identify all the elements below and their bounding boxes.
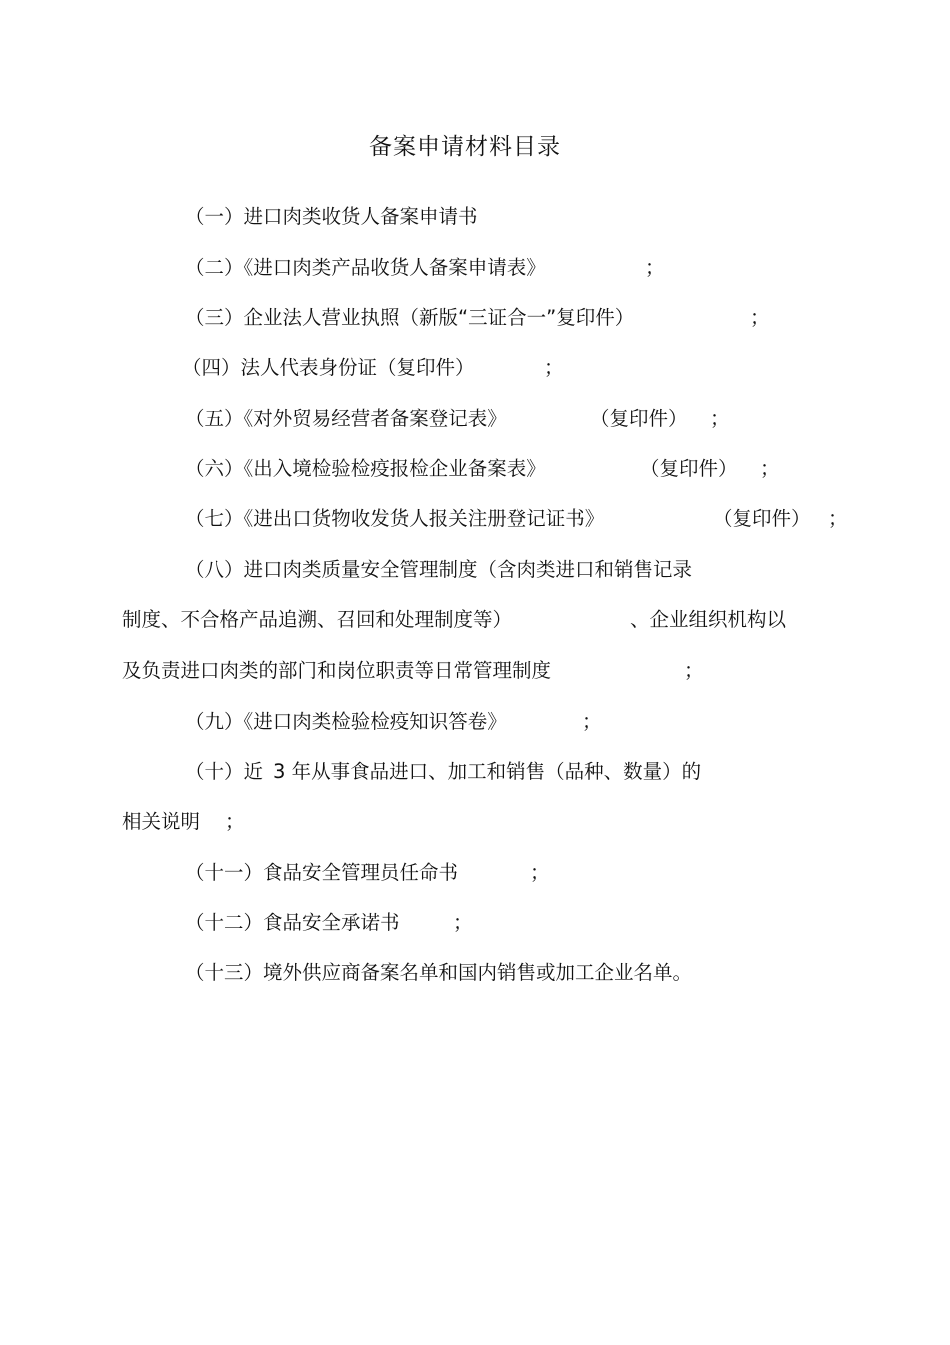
list-item (185, 708, 885, 736)
item-suffix: ； (684, 659, 704, 682)
item-text-line1a: （十）近 (185, 760, 264, 783)
item-text-line2b: 、企业组织机构以 (630, 608, 787, 631)
item-suffix: ； (710, 407, 730, 430)
item-text: （七）《进出口货物收发货人报关注册登记证书》 (185, 507, 605, 530)
item-text: （十一）食品安全管理员任命书 (185, 861, 459, 884)
item-text-line3: 及负责进口肉类的部门和岗位职责等日常管理制度 (122, 659, 552, 682)
item-text-line1b: 3 年从事食品进口、加工和销售（品种、数量）的 (273, 760, 702, 783)
item-text-line1: （八）进口肉类质量安全管理制度（含肉类进口和销售记录 (185, 558, 693, 581)
list-item-continuation (122, 606, 902, 634)
list-item (185, 254, 885, 282)
item-text-line2a: 制度、不合格产品追溯、召回和处理制度等） (122, 608, 513, 631)
list-item (185, 455, 885, 483)
item-suffix: ； (544, 356, 564, 379)
item-text: （六）《出入境检验检疫报检企业备案表》 (185, 457, 546, 480)
item-text: （五）《对外贸易经营者备案登记表》 (185, 407, 507, 430)
item-suffix: ； (225, 810, 245, 833)
item-text: （十三）境外供应商备案名单和国内销售或加工企业名单。 (185, 961, 693, 984)
list-item (185, 859, 885, 887)
item-text: （九）《进口肉类检验检疫知识答卷》 (185, 710, 507, 733)
item-suffix: ； (750, 306, 770, 329)
item-note: （复印件） (640, 457, 738, 480)
list-item (182, 354, 882, 382)
item-suffix: ； (645, 256, 665, 279)
list-item (185, 758, 885, 786)
item-suffix: ； (582, 710, 602, 733)
item-suffix: ； (828, 507, 848, 530)
item-text-line2: 相关说明 (122, 810, 201, 833)
list-item (185, 505, 885, 533)
item-note: （复印件） (590, 407, 688, 430)
item-text: （三）企业法人营业执照（新版“三证合一”复印件） (185, 306, 635, 329)
item-text: （一）进口肉类收货人备案申请书 (185, 205, 478, 228)
item-text: （四）法人代表身份证（复印件） (182, 356, 475, 379)
list-item (185, 304, 885, 332)
item-text: （十二）食品安全承诺书 (185, 911, 400, 934)
item-text: （二）《进口肉类产品收货人备案申请表》 (185, 256, 546, 279)
list-item (185, 556, 692, 584)
list-item (185, 909, 885, 937)
list-item (185, 203, 478, 231)
item-suffix: ； (453, 911, 473, 934)
item-suffix: ； (760, 457, 780, 480)
list-item-continuation (122, 657, 902, 685)
list-item (185, 405, 885, 433)
item-note: （复印件） (713, 507, 811, 530)
item-suffix: ； (530, 861, 550, 884)
list-item-continuation (122, 808, 822, 836)
list-item (185, 959, 692, 987)
page-title: 备案申请材料目录 (369, 134, 561, 160)
